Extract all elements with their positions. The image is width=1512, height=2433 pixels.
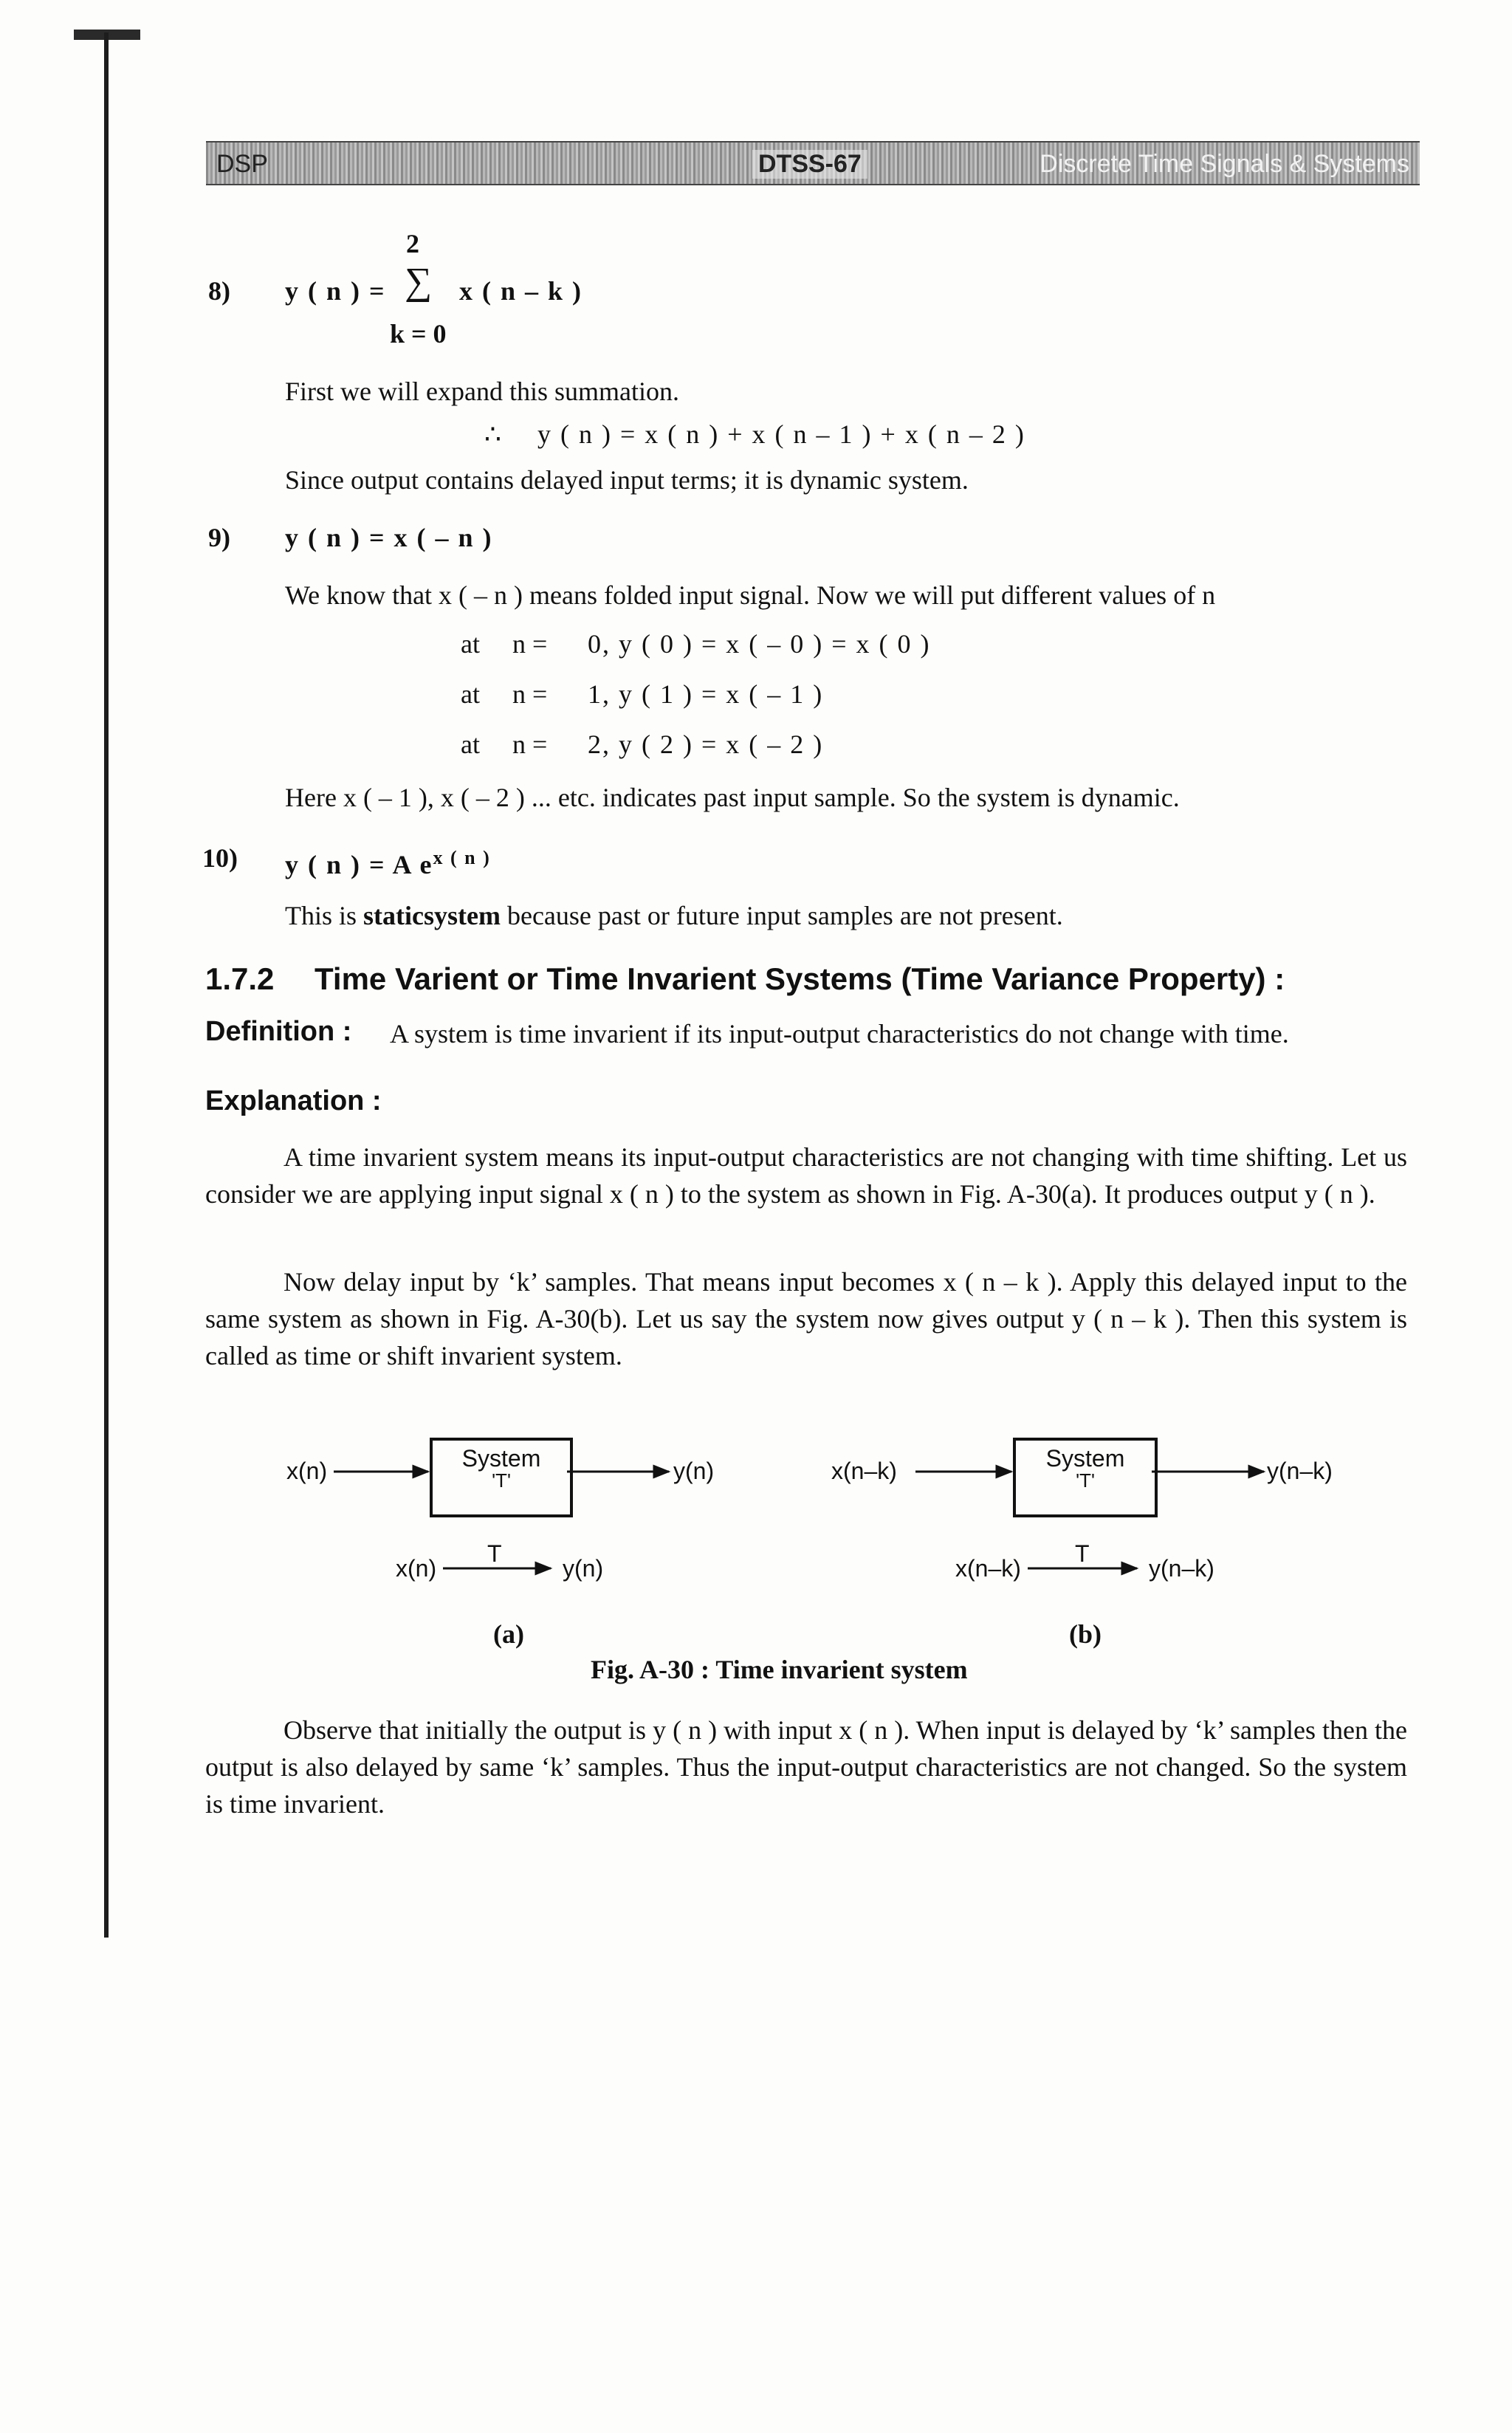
item9-row2-n: n = bbox=[512, 730, 548, 759]
fig-a-system-label: System bbox=[461, 1445, 541, 1472]
header-left: DSP bbox=[216, 150, 268, 178]
item9-row2-value: 2, y ( 2 ) = x ( – 2 ) bbox=[588, 730, 824, 759]
fig-b-system-box bbox=[1013, 1438, 1158, 1517]
fig-b-relation-input: x(n–k) bbox=[955, 1555, 1021, 1582]
fig-a-system-symbol: 'T' bbox=[492, 1469, 511, 1492]
item9-number: 9) bbox=[208, 523, 230, 552]
fig-b-output-label: y(n–k) bbox=[1267, 1458, 1333, 1484]
item9-row0-value: 0, y ( 0 ) = x ( – 0 ) = x ( 0 ) bbox=[588, 629, 931, 659]
item10-text-bold: staticsystem bbox=[363, 901, 501, 930]
item8-rhs: x ( n – k ) bbox=[459, 276, 583, 306]
fig-b-label: (b) bbox=[1069, 1619, 1102, 1649]
fig-b-system-label: System bbox=[1045, 1445, 1125, 1472]
fig-b-relation-output: y(n–k) bbox=[1149, 1555, 1214, 1582]
explanation-label: Explanation : bbox=[205, 1085, 382, 1116]
item8-expand-text: First we will expand this summation. bbox=[285, 377, 679, 406]
item9-row1-value: 1, y ( 1 ) = x ( – 1 ) bbox=[588, 679, 824, 709]
fig-a-label: (a) bbox=[493, 1619, 524, 1649]
fig-a-relation-output: y(n) bbox=[563, 1555, 604, 1582]
fig-a-input-label: x(n) bbox=[286, 1458, 328, 1484]
item8-sigma: ∑ bbox=[405, 261, 433, 303]
fig-b-relation-operator: T bbox=[1075, 1540, 1090, 1567]
definition-label: Definition : bbox=[205, 1016, 352, 1047]
item10-equation-exponent: x ( n ) bbox=[433, 847, 491, 868]
item10-number: 10) bbox=[202, 843, 238, 873]
item10-text-pre: This is bbox=[285, 901, 364, 930]
section-number: 1.7.2 bbox=[205, 961, 275, 996]
item8-sigma-lower: k = 0 bbox=[390, 319, 447, 349]
item9-row0-n: n = bbox=[512, 629, 548, 659]
item8-therefore: ∴ bbox=[484, 419, 501, 449]
item9-row1-at: at bbox=[461, 679, 480, 709]
fig-b-system-symbol: 'T' bbox=[1076, 1469, 1095, 1492]
item9-conclusion: Here x ( – 1 ), x ( – 2 ) ... etc. indicates past input sample. So the system is dynamic. bbox=[285, 783, 1180, 812]
item10-equation-base: y ( n ) = A e bbox=[285, 850, 433, 879]
item8-sigma-upper: 2 bbox=[406, 229, 419, 258]
item9-row2-at: at bbox=[461, 730, 480, 759]
item8-lhs: y ( n ) = bbox=[285, 276, 386, 306]
explanation-paragraph-2: Now delay input by ‘k’ samples. That means input becomes x ( n – k ). Apply this delayed input to the same system as shown in Fig. A-30(b). Let us say the system now gives output y ( n – k ). Then this system is called as time or shift invarient system. bbox=[205, 1267, 1407, 1370]
explanation-paragraph-3: Observe that initially the output is y ( n ) with input x ( n ). When input is delayed by ‘k’ samples then the output is also delayed by same ‘k’ samples. Thus the input-output characteristics are not changed. So the system is time invarient. bbox=[205, 1715, 1407, 1819]
item9-equation: y ( n ) = x ( – n ) bbox=[285, 523, 493, 552]
fig-b-input-label: x(n–k) bbox=[831, 1458, 897, 1484]
section-title: Time Varient or Time Invarient Systems (Time Variance Property) : bbox=[315, 961, 1285, 996]
fig-a-relation-operator: T bbox=[487, 1540, 502, 1567]
fig-a-output-label: y(n) bbox=[673, 1458, 715, 1484]
explanation-paragraph-1: A time invarient system means its input-output characteristics are not changing with time shifting. Let us consider we are applying input signal x ( n ) to the system as shown in Fig. A-30(a). It produces output y ( n ). bbox=[205, 1142, 1407, 1209]
item8-conclusion: Since output contains delayed input terms; it is dynamic system. bbox=[285, 465, 969, 495]
item9-text: We know that x ( – n ) means folded input signal. Now we will put different values of n bbox=[285, 580, 1216, 610]
fig-a-relation-input: x(n) bbox=[396, 1555, 437, 1582]
figure-caption: Fig. A-30 : Time invarient system bbox=[591, 1655, 968, 1684]
header-page-number: DTSS-67 bbox=[752, 150, 867, 179]
item8-expansion: y ( n ) = x ( n ) + x ( n – 1 ) + x ( n – 2 ) bbox=[537, 419, 1025, 449]
item8-number: 8) bbox=[208, 276, 230, 306]
item9-row1-n: n = bbox=[512, 679, 548, 709]
fig-a-system-box bbox=[430, 1438, 573, 1517]
item10-text-post: because past or future input samples are not present. bbox=[500, 901, 1063, 930]
item9-row0-at: at bbox=[461, 629, 480, 659]
definition-text: A system is time invarient if its input-output characteristics do not change with time. bbox=[390, 1019, 1289, 1049]
header-right: Discrete Time Signals & Systems bbox=[1040, 150, 1409, 178]
